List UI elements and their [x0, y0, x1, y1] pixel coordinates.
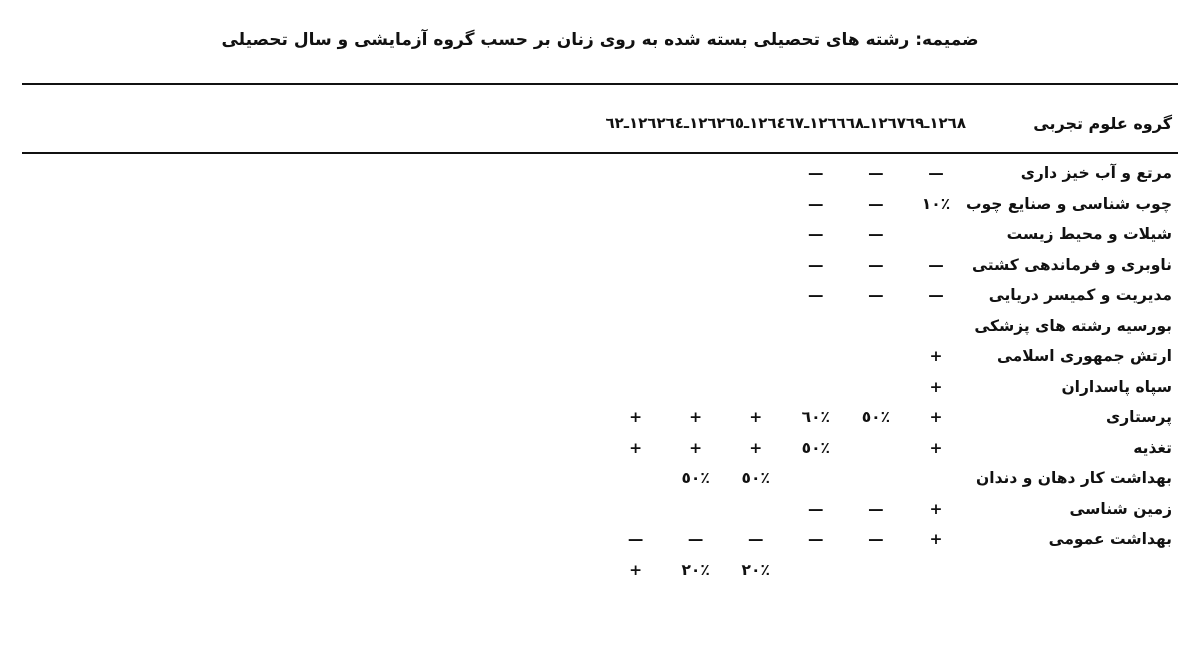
row-label: زمين شناسى: [1069, 499, 1172, 518]
table-cell: [846, 555, 906, 586]
column-header-group: گروه علوم تجربى: [1033, 113, 1172, 133]
column-header-year-3: ١٢٦٦ـ٦٧: [785, 114, 846, 132]
table-header-row: [606, 100, 1178, 146]
table-cell: —: [808, 499, 824, 518]
table-cell: [726, 250, 786, 281]
column-header-year-1: ١٢٦٨ـ٦٩: [905, 114, 966, 132]
table-cell: ٪٢٠: [741, 560, 770, 579]
table-row: [606, 433, 1178, 464]
table-cell: +: [929, 347, 943, 365]
table-cell: [666, 189, 726, 220]
table-cell: +: [689, 408, 703, 426]
table-cell: [666, 372, 726, 403]
table-cell: [726, 189, 786, 220]
table-cell: [726, 372, 786, 403]
table-cell: [606, 280, 666, 311]
table-cell: +: [929, 499, 943, 518]
table-cell: [726, 494, 786, 525]
row-label: سپاه پاسداران: [1061, 377, 1172, 396]
table-row: [606, 402, 1178, 433]
table-cell: —: [868, 255, 884, 274]
table-cell: [606, 250, 666, 281]
table-cell: [846, 433, 906, 464]
table-cell: [726, 341, 786, 372]
table-row: [606, 494, 1178, 525]
table-cell: —: [627, 530, 644, 548]
table-cell: [906, 311, 966, 342]
table-cell: [606, 494, 666, 525]
row-label: چوب شناسى و صنايع چوب: [966, 194, 1172, 213]
column-header-year-2: ١٢٦٧ـ٦٨: [845, 114, 906, 132]
table-cell: [846, 372, 906, 403]
table-row: [606, 250, 1178, 281]
table-row: [606, 280, 1178, 311]
column-header-year-5: ١٢٦٢ـ٦٤: [665, 114, 726, 132]
table-cell: ٪١٠: [921, 194, 951, 213]
table-caption: ضميمه: رشته هاى تحصيلى بسته شده به روى زنان بر حسب گروه آزمايشى و سال تحصيلى: [221, 30, 979, 50]
table-cell: +: [749, 408, 763, 426]
table-cell: [726, 280, 786, 311]
table-cell: [606, 372, 666, 403]
row-label: تغذيه: [1133, 438, 1172, 457]
table-cell: ٪٦٠: [801, 408, 830, 426]
table-cell: [846, 341, 906, 372]
table-cell: —: [928, 286, 944, 304]
table-cell: ٪٥٠: [741, 469, 770, 487]
table-cell: [666, 494, 726, 525]
column-header-year-4: ١٢٦٤ـ٦٥: [725, 114, 786, 132]
table-cell: +: [929, 530, 943, 548]
table-cell: —: [868, 286, 884, 304]
table-cell: —: [868, 499, 884, 518]
row-label: بهداشت كار دهان و دندان: [976, 469, 1172, 487]
row-label: شيلات و محيط زيست: [1006, 225, 1172, 243]
table-cell: +: [929, 438, 943, 457]
table-cell: [666, 311, 726, 342]
table-row: [606, 341, 1178, 372]
table-cell: —: [808, 255, 824, 274]
table-top-rule: [22, 83, 1178, 85]
table-cell: —: [868, 194, 884, 213]
table-cell: +: [929, 377, 943, 396]
table-cell: [906, 219, 966, 250]
table-cell: ٪٥٠: [861, 408, 891, 426]
row-label: ناوبرى و فرماندهى كشتى: [972, 255, 1172, 274]
table-cell: [606, 341, 666, 372]
table-row: [606, 372, 1178, 403]
table-cell: —: [868, 225, 884, 243]
table-cell: [606, 158, 666, 189]
table-row: [606, 524, 1178, 555]
column-header-year-6: ١٢٦٢ـ٦٢: [605, 114, 666, 132]
table-spacer-row: [606, 146, 1178, 158]
table-cell: —: [808, 164, 824, 182]
table-head: [606, 100, 1178, 146]
table-row: [606, 311, 1178, 342]
table-cell: [666, 219, 726, 250]
row-label: ارتش جمهورى اسلامى: [996, 347, 1172, 365]
table-cell: [726, 311, 786, 342]
table-cell: [606, 311, 666, 342]
table-cell: [846, 311, 906, 342]
table-cell: +: [929, 408, 943, 426]
table-cell: —: [687, 530, 704, 548]
table-cell: +: [629, 408, 643, 426]
table-row: [606, 219, 1178, 250]
table-cell: [606, 189, 666, 220]
table-row: [606, 158, 1178, 189]
table-cell: [786, 372, 846, 403]
table-cell: —: [928, 255, 944, 274]
table-cell: —: [747, 530, 764, 548]
table-cell: —: [868, 530, 884, 548]
row-label: پرستارى: [1106, 408, 1172, 426]
closed-majors-table: [606, 100, 1178, 585]
table-cell: ٪٢٠: [681, 560, 710, 579]
table-cell: [726, 219, 786, 250]
table-cell: [666, 280, 726, 311]
row-label: مرتع و آب خيز دارى: [1020, 164, 1172, 182]
table-cell: —: [808, 286, 824, 304]
table-cell: +: [689, 438, 703, 457]
table-cell: —: [928, 164, 944, 182]
table-cell: [726, 158, 786, 189]
row-label: [966, 555, 1178, 586]
table-cell: —: [868, 164, 884, 182]
table-cell: [606, 219, 666, 250]
table-cell: [786, 463, 846, 494]
table-cell: [786, 311, 846, 342]
table-cell: —: [808, 194, 824, 213]
row-label: بورسيه رشته هاى پزشكى: [974, 316, 1172, 335]
table-cell: —: [808, 225, 824, 243]
table-cell: [906, 463, 966, 494]
row-label: بهداشت عمومى: [1048, 530, 1172, 548]
table-cell: ٪٥٠: [801, 438, 830, 457]
table-cell: —: [808, 530, 824, 548]
table-cell: [606, 463, 666, 494]
table-cell: [666, 250, 726, 281]
table-cell: +: [749, 438, 763, 457]
table-cell: +: [629, 560, 643, 579]
table-cell: [906, 555, 966, 586]
table-cell: ٪٥٠: [681, 469, 710, 487]
table-cell: [786, 341, 846, 372]
table-cell: [846, 463, 906, 494]
table-cell: [786, 555, 846, 586]
table-row: [606, 189, 1178, 220]
table-cell: [666, 341, 726, 372]
table-body: [606, 146, 1178, 585]
table-row: [606, 463, 1178, 494]
table-row: [606, 555, 1178, 586]
row-label: مديريت و كميسر دريايى: [988, 286, 1172, 304]
table-cell: +: [629, 438, 643, 457]
table-cell: [666, 158, 726, 189]
